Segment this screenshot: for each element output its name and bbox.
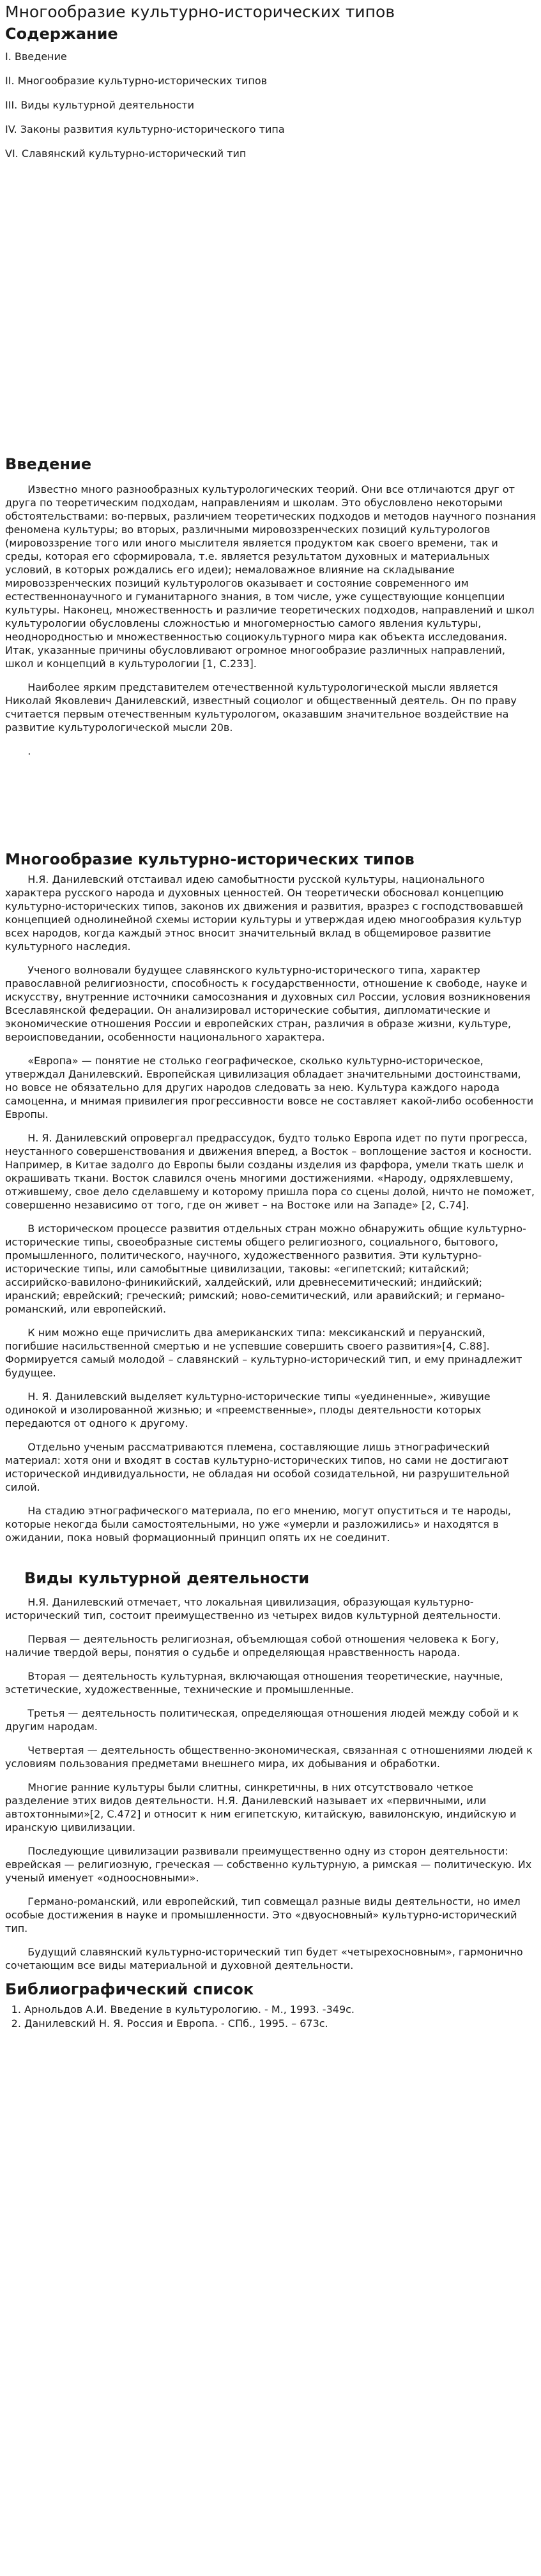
paragraph: Ученого волновали будущее славянского культурно-исторического типа, характер православной религиозности, способность к государственности, отношение к свободе, науке и искусству, внутренние источники самосознания и духовных сил России, условия возникновения Всеславянской федерации. Он анализировал исторические события, дипломатические и экономические отношения России и европейских стран, различия в образе жизни, культуре, вероисповедании, особенности национального характера. bbox=[5, 964, 531, 1043]
section-heading-bibliography: Библиографический список bbox=[5, 1980, 254, 1998]
paragraph: К ним можно еще причислить два американских типа: мексиканский и перуанский, погибшие насильственной смертью и не успевшие совершить своего развития»[4, С.88]. Формируется самый молодой – славянский – культурно-исторический тип, и ему принадлежит будущее. bbox=[5, 1327, 522, 1379]
bibliography-section bbox=[5, 1978, 536, 2031]
paragraph: Н.Я. Данилевский отмечает, что локальная цивилизация, образующая культурно-исторический тип, состоит преимущественно из четырех видов культурной деятельности. bbox=[5, 1596, 501, 1622]
paragraph: Будущий славянский культурно-исторический тип будет «четырехосновным», гармонично сочетающим все виды материальной и духовной деятельности. bbox=[5, 1946, 523, 1971]
toc-item: IV. Законы развития культурно-исторического типа bbox=[5, 123, 285, 135]
paragraph: Н.Я. Данилевский отстаивал идею самобытности русской культуры, национального характера русского народа и духовных ценностей. Он теоретически обосновал концепцию культурно-исторических типов, законов их движения и развития, вразрез с господствовавшей концепцией однолинейной схемы истории культуры и утверждая идею многообразия культур всех народов, когда каждый этнос вносит значительный вклад в общемировое развитие культурного наследия. bbox=[5, 873, 523, 953]
diversity-section bbox=[5, 848, 536, 1544]
paragraph: Последующие цивилизации развивали преимущественно одну из сторон деятельности: еврейская — религиозную, греческая — собственно культурную, а римская — политическую. Их ученый именует «одноосновными». bbox=[5, 1845, 532, 1884]
paragraph: Первая — деятельность религиозная, объемлющая собой отношения человека к Богу, наличие твердой веры, понятия о судьбе и определяющая нравственность народа. bbox=[5, 1633, 499, 1659]
paragraph: Н. Я. Данилевский опровергал предрассудок, будто только Европа идет по пути прогресса, неустанного совершенствования и движения вперед, а Восток – воплощение застоя и косности. Например, в Китае задолго до Европы были созданы изделия из фарфора, умели ткать шелк и окрашивать ткани. Восток славился очень многими достижениями. «Народу, одряхлевшему, отжившему, свое дело сделавшему и которому пришла пора со сцены долой, ничто не поможет, совершенно независимо от того, где он живет – на Востоке или на Западе» [2, С.74]. bbox=[5, 1132, 535, 1211]
activities-section bbox=[5, 1567, 536, 1972]
introduction-section bbox=[5, 453, 536, 758]
toc-item: I. Введение bbox=[5, 50, 67, 63]
paragraph: «Европа» — понятие не столько географическое, сколько культурно-историческое, утверждал Данилевский. Европейская цивилизация обладает значительными достоинствами, но вовсе не обязательно для других народов следовать за нею. Культура каждого народа самоценна, и мнимая привилегия прогрессивности вовсе не составляет какой-либо особенности Европы. bbox=[5, 1055, 534, 1120]
paragraph: В историческом процессе развития отдельных стран можно обнаружить общие культурно-исторические типы, своеобразные системы общего религиозного, социального, бытового, промышленного, политического, научного, художественного развития. Эти культурно-исторические типы, или самобытные цивилизации, таковы: «египетский; китайский; ассирийско-вавилоно-финикийский, халдейский, или древнесемитический; индийский; иранский; еврейский; греческий; римский; ново-семитический, или аравийский; и германо-романский, или европейский. bbox=[5, 1223, 526, 1315]
bibliography-list bbox=[5, 2003, 536, 2031]
toc-item: II. Многообразие культурно-исторических типов bbox=[5, 75, 268, 87]
document-title: Многообразие культурно-исторических типов bbox=[5, 3, 395, 21]
paragraph: Четвертая — деятельность общественно-экономическая, связанная с отношениями людей к условиям пользования предметами внешнего мира, их добывания и обработки. bbox=[5, 1744, 533, 1770]
bibliography-item: 2. Данилевский Н. Я. Россия и Европа. - СПб., 1995. – 673с. bbox=[24, 2017, 536, 2031]
paragraph: . bbox=[27, 745, 31, 757]
toc-item: III. Виды культурной деятельности bbox=[5, 99, 195, 111]
paragraph: Вторая — деятельность культурная, включающая отношения теоретические, научные, эстетические, художественные, технические и промышленные. bbox=[5, 1670, 503, 1696]
paragraph: На стадию этнографического материала, по его мнению, могут опуститься и те народы, которые некогда были самостоятельными, но уже «умерли и разложились» и находятся в ожидании, пока новый формационный принцип опять их не соединит. bbox=[5, 1505, 511, 1544]
paragraph: Н. Я. Данилевский выделяет культурно-исторические типы «уединенные», живущие одинокой и изолированной жизнью; и «преемственные», плоды деятельности которых передаются от одного к другому. bbox=[5, 1390, 491, 1429]
section-heading-activities: Виды культурной деятельности bbox=[24, 1569, 310, 1587]
section-heading-introduction: Введение bbox=[5, 455, 92, 473]
paragraph: Наиболее ярким представителем отечественной культурологической мысли является Николай Яковлевич Данилевский, известный социолог и общественный деятель. Он по праву считается первым отечественным культурологом, оказавшим значительное воздействие на развитие культурологической мысли 20в. bbox=[5, 681, 517, 734]
paragraph: Третья — деятельность политическая, определяющая отношения людей между собой и к другим народам. bbox=[5, 1707, 519, 1733]
toc-item: VI. Славянский культурно-исторический тип bbox=[5, 147, 247, 160]
paragraph: Известно много разнообразных культурологических теорий. Они все отличаются друг от друга по теоретическим подходам, направлениям и школам. Это обусловлено некоторыми обстоятельствами: во-первых, различием теоретических подходов и методов научного познания феномена культуры; во вторых, различными мировоззренческих позиций культурологов (мировоззрение того или иного мыслителя является продуктом как своего времени, так и среды, которая его сформировала, т.е. является результатом духовных и материальных условий, в которых рождались его идеи); немаловажное влияние на складывание мировоззренческих позиций культурологов оказывает и состояние современного им естественнонаучного и гуманитарного знания, в том числе, уже существующие концепции культуры. Наконец, множественность и различие теоретических подходов, направлений и школ культурологии обусловлены сложностью и многомерностью самого явления культуры, неоднородностью и множественностью социокультурного мира как объекта исследования. Итак, указанные причины обусловливают огромное многообразие различных направлений, школ и концепций в культурологии [1, С.233]. bbox=[5, 483, 536, 670]
section-heading-diversity: Многообразие культурно-исторических типов bbox=[5, 850, 415, 868]
toc-heading: Содержание bbox=[5, 25, 118, 43]
toc-list bbox=[5, 50, 536, 161]
toc-section bbox=[5, 23, 536, 161]
paragraph: Германо-романский, или европейский, тип совмещал разные виды деятельности, но имел особые достижения в науке и промышленности. Это «двуосновный» культурно-исторический тип. bbox=[5, 1895, 521, 1934]
bibliography-item: 1. Арнольдов А.И. Введение в культурологию. - М., 1993. -349с. bbox=[24, 2003, 536, 2017]
paragraph: Многие ранние культуры были слитны, синкретичны, в них отсутствовало четкое разделение этих видов деятельности. Н.Я. Данилевский называет их «первичными, или автохтонными»[2, С.472] и относит к ним египетскую, китайскую, вавилонскую, индийскую и иранскую цивилизации. bbox=[5, 1781, 517, 1834]
paragraph: Отдельно ученым рассматриваются племена, составляющие лишь этнографический материал: хотя они и входят в состав культурно-исторических типов, но сами не достигают исторической индивидуальности, не обладая ни особой созидательной, ни разрушительной силой. bbox=[5, 1441, 510, 1493]
